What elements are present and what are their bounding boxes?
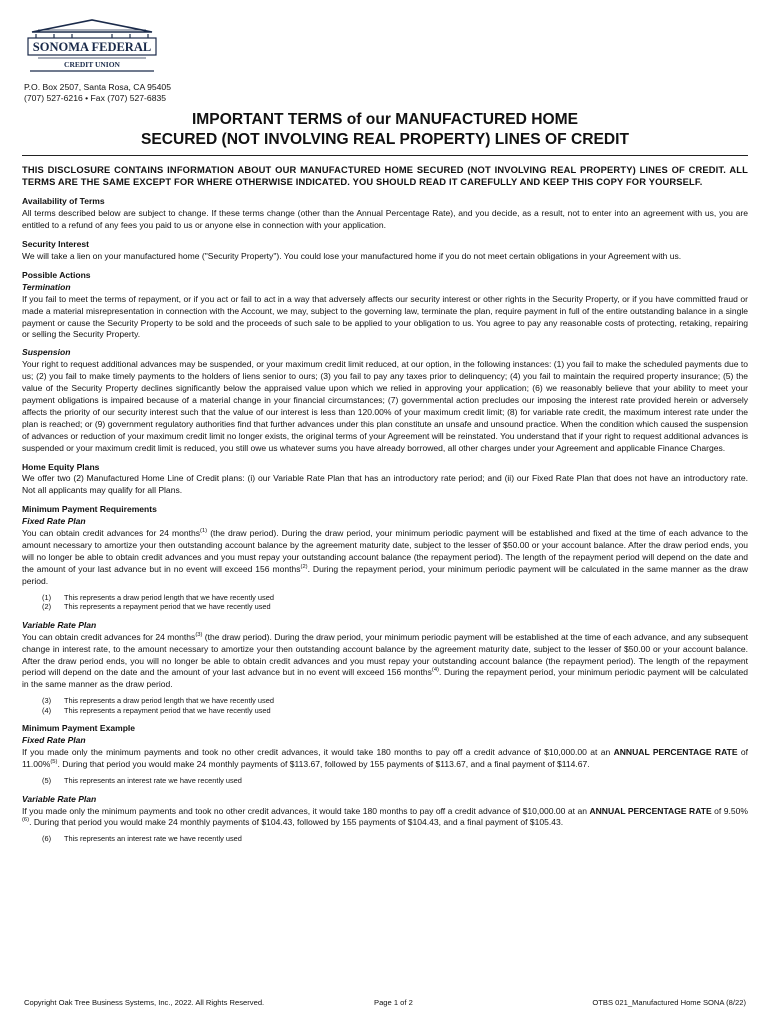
footnote: (5) This represents an interest rate we have recently used (42, 776, 242, 786)
phone-fax: (707) 527-6216 • Fax (707) 527-6835 (24, 93, 167, 103)
title-line-1: IMPORTANT TERMS of our MANUFACTURED HOME (191, 111, 579, 128)
footnote-ref: (1) (200, 528, 208, 535)
availability-text: All terms described below are subject to change. If these terms change (other than the Annual Percentage Rate), and you decide, as a result, not to enter into an agreement with us, you are entitled to a refund of any fees you paid to us or anyone else in connection with your application. (22, 208, 748, 231)
availability-heading: Availability of Terms (22, 196, 105, 207)
suspension-heading: Suspension (22, 347, 71, 358)
footnote: (1) This represents a draw period length that we have recently used (42, 592, 274, 602)
section-security-interest (22, 239, 748, 263)
min-req-variable-heading: Variable Rate Plan (22, 619, 97, 630)
min-req-heading: Minimum Payment Requirements (22, 504, 157, 515)
footnote-ref: (3) (195, 631, 203, 638)
section-minimum-payment-example (22, 723, 748, 844)
suspension-text: Your right to request additional advances may be suspended, or your maximum credit limit reduced, at our option, in the following instances: (1) you fail to make the scheduled payments due to us; (2) you fail to make timely payments to the holders of liens senior to ours; (3) you fail to pay any taxes prior to delinquency; (4) you fail to maintain the required property insurance; (5) the value of the Security Property declines significantly below the appraised value upon which we relied in approving your application; (6) we reasonably believe that your ability to meet your payment obligations is impaired because of a material change in your financial circumstances; (7) governmental action precludes our imposing the interest rate provided herein or adversely affects the priority of our security interest such that the value of our interest is less than 120.00% of your maximum credit limit; (8) for variable rate credit, the maximum interest rate under the plan is reached; or (9) government regulatory authorities find that further advances under this plan constitute an unsafe and unsound practice. When the condition which caused the suspension of advances or reduction of your maximum credit limit no longer exists, the original terms of your Agreement will be reinstated. You understand that if your right to request additional advances is suspended or your maximum credit limit is reduced, you still owe us whatever sums you have already borrowed, all other charges under your Agreement and applicable Finance Charges. (22, 359, 748, 453)
min-req-fixed-text: You can obtain credit advances for 24 months$^{(1)}$ (the draw period). During the draw period, your minimum periodic payment will be established and fixed at the time of each advance to the amount necessary to amortize your then outstanding account balance by the agreement maturity date, subject to the lesser of $50.00 or your account balance. After the draw period ends, you will no longer be able to obtain credit advances and you must repay your outstanding account balance (the repayment period). The length of the repayment period will depend on the date and the amount of your last advance but in no event will exceed 156 months$^{(2)}$. During the repayment period, your minimum periodic payment will be calculated in the same manner as the draw period. (22, 528, 748, 586)
copyright-notice: Copyright Oak Tree Business Systems, Inc., 2022. All Rights Reserved. (24, 998, 265, 1007)
logo-subname: CREDIT UNION (64, 60, 120, 69)
min-req-fixed-heading: Fixed Rate Plan (22, 516, 86, 527)
mailing-address: P.O. Box 2507, Santa Rosa, CA 95405 (24, 82, 171, 92)
footnotes-fixed (42, 593, 748, 612)
possible-actions-heading: Possible Actions (22, 269, 91, 280)
logo-name: SONOMA FEDERAL (32, 40, 152, 54)
footnote: (4) This represents a repayment period that we have recently used (42, 705, 271, 715)
section-home-equity-plans (22, 462, 748, 498)
footnote: (2) This represents a repayment period that we have recently used (42, 602, 271, 612)
example-heading: Minimum Payment Example (22, 723, 136, 734)
document-title (22, 110, 748, 150)
security-text: We will take a lien on your manufactured home ("Security Property"). You could lose your manufactured home if you do not meet certain obligations in your Agreement with us. (22, 251, 682, 262)
footnotes-example-fixed (42, 776, 748, 786)
footnote-ref: (2) (300, 563, 308, 570)
document-body (22, 164, 748, 852)
example-fixed-text: If you made only the minimum payments and took no other credit advances, it would take 180 months to pay off a credit advance of $10,000.00 at an ANNUAL PERCENTAGE RATE of 11.00%$^{(5)}$. During that period you would make 24 monthly payments of $113.67, followed by 155 payments of $113.67, and a final payment of $114.67. (22, 747, 748, 770)
security-heading: Security Interest (22, 239, 89, 250)
example-variable-text: If you made only the minimum payments and took no other credit advances, it would take 180 months to pay off a credit advance of $10,000.00 at an ANNUAL PERCENTAGE RATE of 9.50%$^{(6)}$. During that period you would make 24 monthly payments of $104.43, followed by 155 payments of $104.43, and a final payment of $105.43. (22, 805, 748, 828)
section-minimum-payment-requirements (22, 504, 748, 715)
termination-text: If you fail to meet the terms of repayment, or if you act or fail to act in a way that adversely affects our security interest or other rights in the Security Property, or if you have committed fraud or made a material misrepresentation in connection with the Account, we may, subject to the governing law, terminate the plan, require payment in full of the entire outstanding balance in a single payment or cause the Security Property to be sold and the proceeds of such sale to be applied to your obligation to us. You agree to pay any reasonable costs of protecting, retaking, repairing or selling the Security Property. (22, 293, 748, 340)
footnotes-variable (42, 696, 748, 715)
page-number: Page 1 of 2 (374, 998, 413, 1007)
section-possible-actions (22, 270, 748, 455)
min-req-variable-text: You can obtain credit advances for 24 months$^{(3)}$ (the draw period). During the draw period, your minimum periodic payment will be established at the time of each advance, and any subsequent change in interest rate, to the amount necessary to amortize your then outstanding account balance by the agreement maturity date, subject to the lesser of $50.00 or your account balance. After the draw period ends, you will no longer be able to obtain credit advances and you must repay your outstanding account balance (the repayment period). The length of the repayment period will depend on the date and the amount of your last advance but in no event will exceed 156 months$^{(4)}$. During the repayment period, your minimum periodic payment will be calculated in the same manner as the draw period. (22, 631, 748, 690)
title-line-2: SECURED (NOT INVOLVING REAL PROPERTY) LINES OF CREDIT (140, 131, 630, 148)
form-code: OTBS 021_Manufactured Home SONA (8/22) (592, 998, 746, 1007)
footnote-ref: (5) (50, 759, 58, 766)
footnote: (3) This represents a draw period length that we have recently used (42, 696, 274, 706)
title-divider (22, 155, 748, 156)
example-fixed-heading: Fixed Rate Plan (22, 735, 86, 746)
termination-heading: Termination (22, 281, 71, 292)
address-block (24, 82, 171, 104)
footnote: (6) This represents an interest rate we have recently used (42, 834, 242, 844)
footnote-ref: (4) (431, 667, 439, 674)
example-variable-heading: Variable Rate Plan (22, 793, 97, 804)
plans-text: We offer two (2) Manufactured Home Line of Credit plans: (i) our Variable Rate Plan that has an introductory rate period; and (ii) our Fixed Rate Plan that does not have an introductory rate. Not all applicants may qualify for all Plans. (22, 473, 748, 496)
plans-heading: Home Equity Plans (22, 461, 100, 472)
section-availability (22, 196, 748, 232)
intro-statement: THIS DISCLOSURE CONTAINS INFORMATION ABOUT OUR MANUFACTURED HOME SECURED (NOT INVOLVING REAL PROPERTY) LINES OF CREDIT. ALL TERMS ARE THE SAME EXCEPT FOR WHERE OTHERWISE INDICATED. YOU SHOULD READ IT CAREFULLY AND KEEP THIS COPY FOR YOURSELF. (22, 165, 748, 188)
credit-union-logo (24, 18, 160, 74)
footnotes-example-variable (42, 834, 748, 844)
footnote-ref: (6) (22, 817, 30, 824)
